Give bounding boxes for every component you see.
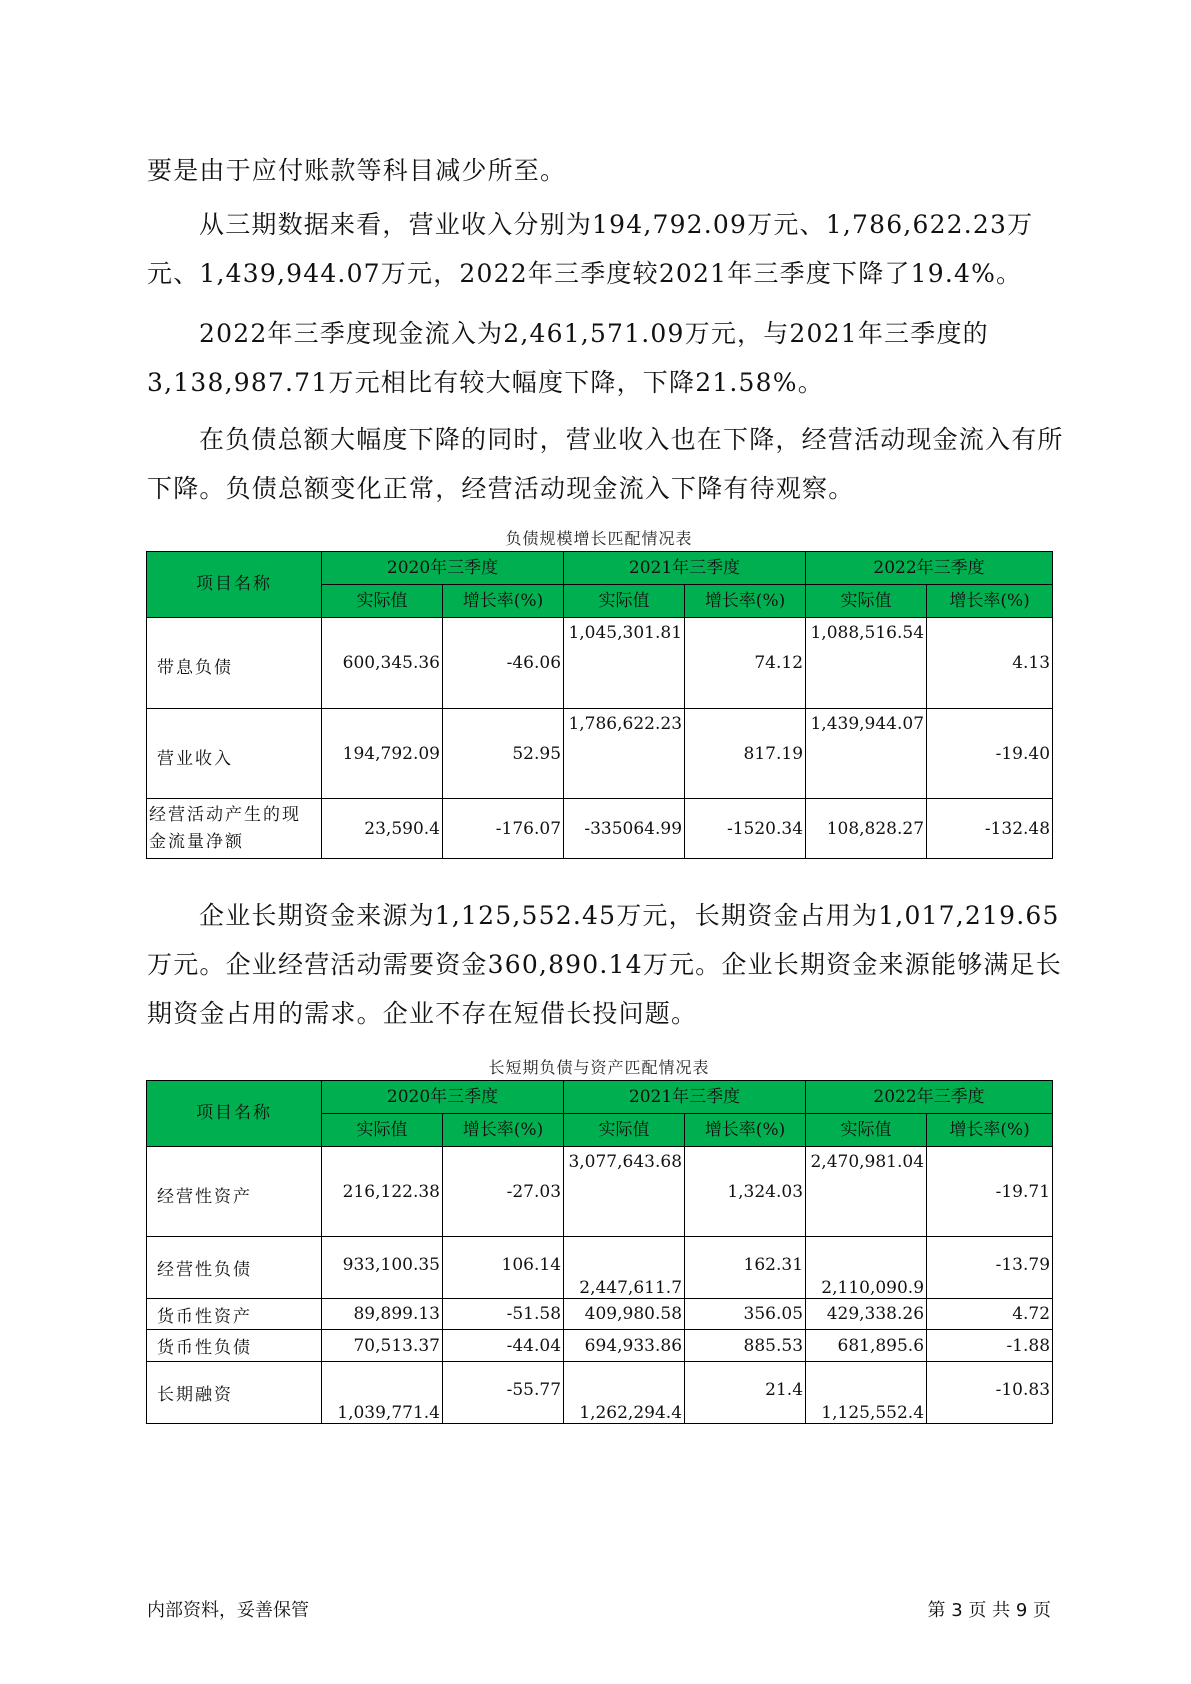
subheader-growth: 增长率(%) <box>443 1114 564 1147</box>
cell-actual-2021: 1,262,294.4 <box>564 1362 685 1424</box>
row-label: 货币性负债 <box>147 1330 322 1362</box>
cell-growth-2021: 1,324.03 <box>685 1147 806 1237</box>
cell-actual-2020: 933,100.35 <box>322 1237 443 1299</box>
table2-caption: 长短期负债与资产匹配情况表 <box>488 1058 710 1077</box>
row-label: 货币性资产 <box>147 1299 322 1330</box>
column-header-2022: 2022年三季度 <box>806 1081 1053 1114</box>
subheader-actual: 实际值 <box>322 585 443 618</box>
cell-actual-2020: 70,513.37 <box>322 1330 443 1362</box>
row-label: 营业收入 <box>147 709 322 799</box>
cell-growth-2021: 356.05 <box>685 1299 806 1330</box>
cell-growth-2022: -19.71 <box>927 1147 1053 1237</box>
cell-actual-2021: 409,980.58 <box>564 1299 685 1330</box>
column-header-2021: 2021年三季度 <box>564 552 806 585</box>
subheader-growth: 增长率(%) <box>927 1114 1053 1147</box>
subheader-actual: 实际值 <box>806 585 927 618</box>
column-header-name: 项目名称 <box>147 1081 322 1147</box>
cell-growth-2020: -44.04 <box>443 1330 564 1362</box>
table-row <box>147 1237 1053 1299</box>
table-row <box>147 1299 1053 1330</box>
cell-growth-2020: 106.14 <box>443 1237 564 1299</box>
cell-actual-2020: 194,792.09 <box>322 709 443 799</box>
paragraph-continuation: 要是由于应付账款等科目减少所至。 <box>147 156 567 185</box>
table-row <box>147 1147 1053 1237</box>
cell-growth-2022: 4.13 <box>927 618 1053 709</box>
cell-actual-2020: 1,039,771.4 <box>322 1362 443 1424</box>
asset-liability-match-table <box>146 1080 1053 1424</box>
cell-actual-2022: 1,088,516.54 <box>806 618 927 709</box>
cell-growth-2022: -1.88 <box>927 1330 1053 1362</box>
column-header-2020: 2020年三季度 <box>322 552 564 585</box>
row-label: 带息负债 <box>147 618 322 709</box>
cell-growth-2021: 162.31 <box>685 1237 806 1299</box>
row-label: 长期融资 <box>147 1362 322 1424</box>
cell-growth-2020: 52.95 <box>443 709 564 799</box>
cell-actual-2022: 1,439,944.07 <box>806 709 927 799</box>
row-label: 经营性资产 <box>147 1147 322 1237</box>
table-row <box>147 618 1053 709</box>
cell-actual-2022: 1,125,552.4 <box>806 1362 927 1424</box>
column-header-2020: 2020年三季度 <box>322 1081 564 1114</box>
cell-growth-2020: -46.06 <box>443 618 564 709</box>
subheader-actual: 实际值 <box>322 1114 443 1147</box>
subheader-actual: 实际值 <box>564 585 685 618</box>
cell-growth-2021: 885.53 <box>685 1330 806 1362</box>
cell-growth-2020: -27.03 <box>443 1147 564 1237</box>
cell-actual-2021: -335064.99 <box>564 799 685 859</box>
paragraph-long-term-funds: 企业长期资金来源为1,125,552.45万元，长期资金占用为1,017,219.65万元。企业经营活动需要资金360,890.14万元。企业长期资金来源能够满足长期资金占用的需求。企业不存在短借长投问题。 <box>147 901 1062 1028</box>
column-header-2022: 2022年三季度 <box>806 552 1053 585</box>
footer-confidential-note: 内部资料，妥善保管 <box>147 1600 309 1621</box>
column-header-name: 项目名称 <box>147 552 322 618</box>
cell-actual-2020: 89,899.13 <box>322 1299 443 1330</box>
subheader-growth: 增长率(%) <box>685 1114 806 1147</box>
cell-actual-2021: 2,447,611.7 <box>564 1237 685 1299</box>
cell-growth-2020: -55.77 <box>443 1362 564 1424</box>
row-label: 经营性负债 <box>147 1237 322 1299</box>
table-row <box>147 709 1053 799</box>
row-label: 经营活动产生的现金流量净额 <box>147 799 322 859</box>
cell-growth-2022: -19.40 <box>927 709 1053 799</box>
cell-growth-2020: -176.07 <box>443 799 564 859</box>
cell-actual-2020: 600,345.36 <box>322 618 443 709</box>
cell-actual-2022: 108,828.27 <box>806 799 927 859</box>
cell-actual-2022: 681,895.6 <box>806 1330 927 1362</box>
footer-page-number: 第 3 页 共 9 页 <box>927 1600 1051 1621</box>
cell-growth-2022: -13.79 <box>927 1237 1053 1299</box>
table1-caption: 负债规模增长匹配情况表 <box>505 529 693 548</box>
paragraph-liability-summary: 在负债总额大幅度下降的同时，营业收入也在下降，经营活动现金流入有所下降。负债总额变化正常，经营活动现金流入下降有待观察。 <box>147 425 1064 503</box>
cell-actual-2020: 216,122.38 <box>322 1147 443 1237</box>
cell-actual-2021: 1,786,622.23 <box>564 709 685 799</box>
subheader-actual: 实际值 <box>806 1114 927 1147</box>
cell-actual-2022: 429,338.26 <box>806 1299 927 1330</box>
cell-growth-2021: 817.19 <box>685 709 806 799</box>
subheader-growth: 增长率(%) <box>685 585 806 618</box>
cell-actual-2021: 3,077,643.68 <box>564 1147 685 1237</box>
cell-growth-2022: 4.72 <box>927 1299 1053 1330</box>
cell-actual-2022: 2,110,090.9 <box>806 1237 927 1299</box>
cell-actual-2022: 2,470,981.04 <box>806 1147 927 1237</box>
cell-actual-2020: 23,590.4 <box>322 799 443 859</box>
liability-growth-table <box>146 551 1053 859</box>
table-row <box>147 799 1053 859</box>
cell-growth-2021: 21.4 <box>685 1362 806 1424</box>
subheader-growth: 增长率(%) <box>443 585 564 618</box>
cell-growth-2021: -1520.34 <box>685 799 806 859</box>
cell-actual-2021: 694,933.86 <box>564 1330 685 1362</box>
table-row <box>147 1330 1053 1362</box>
table-row <box>147 1362 1053 1424</box>
column-header-2021: 2021年三季度 <box>564 1081 806 1114</box>
cell-growth-2022: -10.83 <box>927 1362 1053 1424</box>
cell-actual-2021: 1,045,301.81 <box>564 618 685 709</box>
paragraph-revenue: 从三期数据来看，营业收入分别为194,792.09万元、1,786,622.23万元、1,439,944.07万元，2022年三季度较2021年三季度下降了19.4%。 <box>147 210 1034 288</box>
cell-growth-2022: -132.48 <box>927 799 1053 859</box>
subheader-actual: 实际值 <box>564 1114 685 1147</box>
subheader-growth: 增长率(%) <box>927 585 1053 618</box>
paragraph-cash-inflow: 2022年三季度现金流入为2,461,571.09万元，与2021年三季度的3,138,987.71万元相比有较大幅度下降，下降21.58%。 <box>147 319 989 397</box>
cell-growth-2021: 74.12 <box>685 618 806 709</box>
cell-growth-2020: -51.58 <box>443 1299 564 1330</box>
